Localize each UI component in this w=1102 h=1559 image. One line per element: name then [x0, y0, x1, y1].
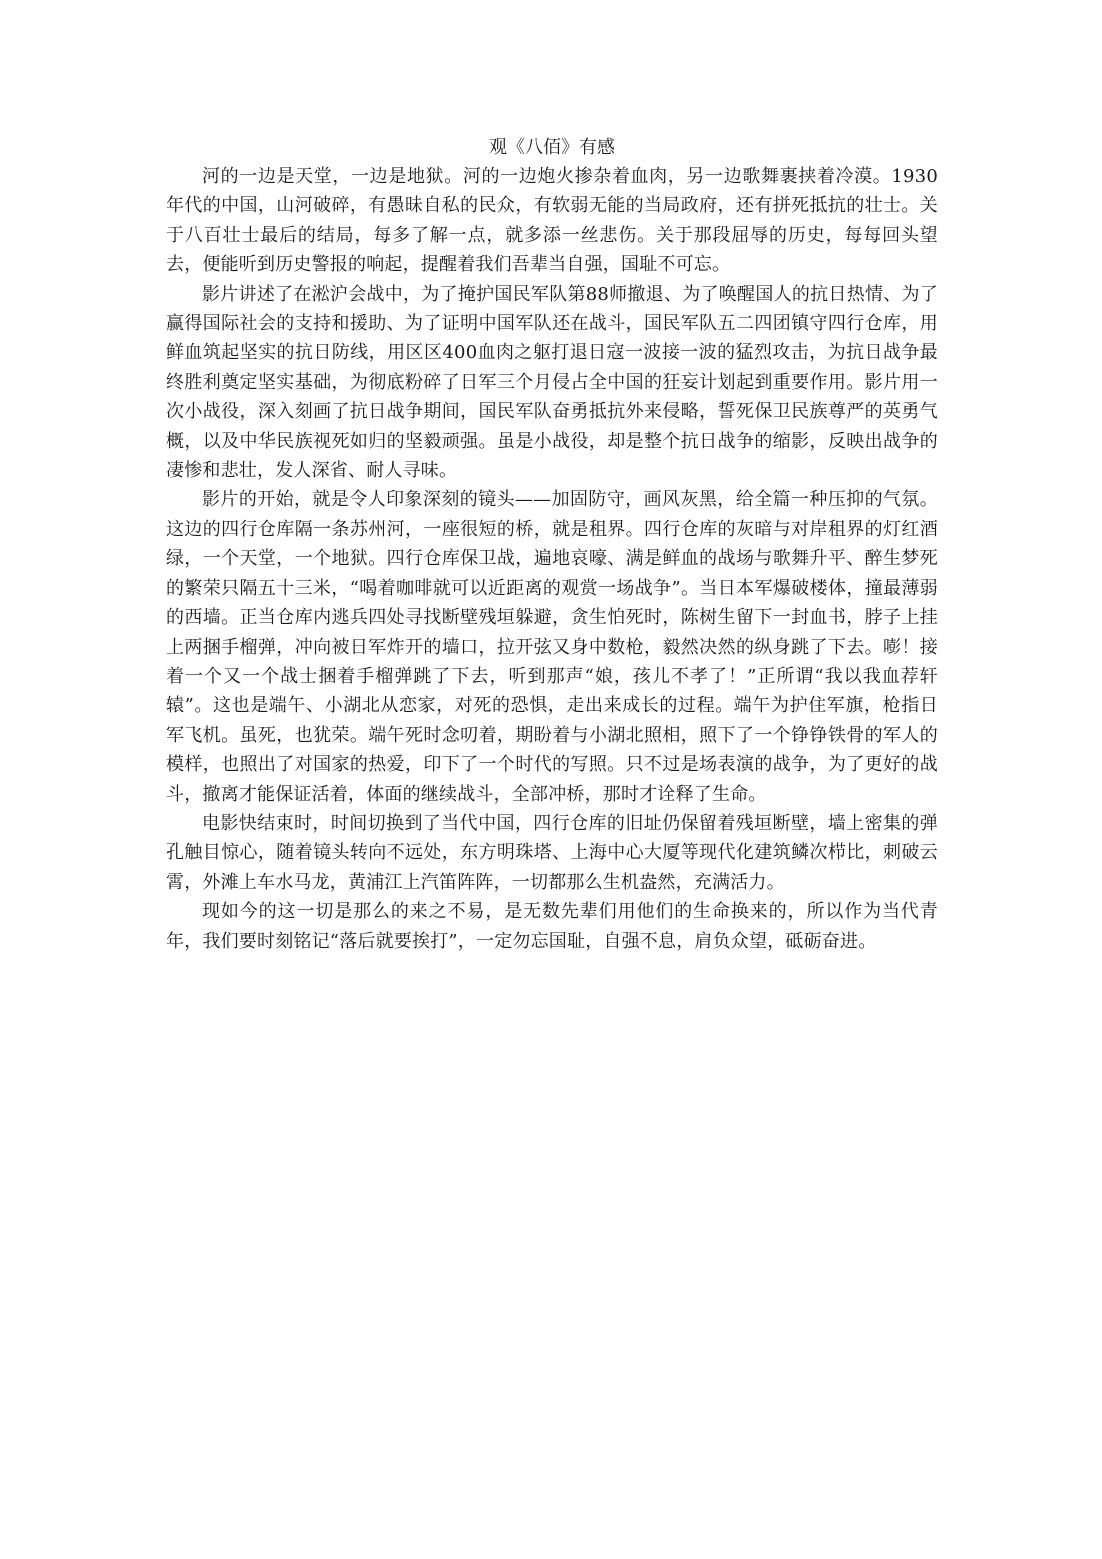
paragraph-5: 现如今的这一切是那么的来之不易，是无数先辈们用他们的生命换来的，所以作为当代青年，我们要时刻铭记“落后就要挨打”，一定勿忘国耻，自强不息，肩负众望，砥砺奋进。	[166, 901, 938, 952]
paragraph-2: 影片讲述了在淞沪会战中，为了掩护国民军队第88师撤退、为了唤醒国人的抗日热情、为了赢得国际社会的支持和援助、为了证明中国军队还在战斗，国民军队五二四团镇守四行仓库，用鲜血筑起坚实的抗日防线，用区区400血肉之躯打退日寇一波接一波的猛烈攻击，为抗日战争最终胜利奠定坚实基础，为彻底粉碎了日军三个月侵占全中国的狂妄计划起到重要作用。影片用一次小战役，深入刻画了抗日战争期间，国民军队奋勇抵抗外来侵略，誓死保卫民族尊严的英勇气概，以及中华民族视死如归的坚毅顽强。虽是小战役，却是整个抗日战争的缩影，反映出战争的凄惨和悲壮，发人深省、耐人寻味。	[166, 283, 938, 482]
paragraph-4: 电影快结束时，时间切换到了当代中国，四行仓库的旧址仍保留着残垣断壁，墙上密集的弹孔触目惊心，随着镜头转向不远处，东方明珠塔、上海中心大厦等现代化建筑鳞次栉比，刺破云霄，外滩上车水马龙，黄浦江上汽笛阵阵，一切都那么生机盎然，充满活力。	[166, 812, 938, 893]
paragraph-1: 河的一边是天堂，一边是地狱。河的一边炮火掺杂着血肉，另一边歌舞裹挟着冷漠。1930年代的中国，山河破碎，有愚昧自私的民众，有软弱无能的当局政府，还有拼死抵抗的壮士。关于八百壮士最后的结局，每多了解一点，就多添一丝悲伤。关于那段屈辱的历史，每每回头望去，便能听到历史警报的响起，提醒着我们吾辈当自强，国耻不可忘。	[166, 166, 938, 276]
document-body	[166, 134, 938, 956]
document-title: 观《八佰》有感	[489, 137, 615, 158]
paragraph-3: 影片的开始，就是令人印象深刻的镜头——加固防守，画风灰黑，给全篇一种压抑的气氛。这边的四行仓库隔一条苏州河，一座很短的桥，就是租界。四行仓库的灰暗与对岸租界的灯红酒绿，一个天堂，一个地狱。四行仓库保卫战，遍地哀嚎、满是鲜血的战场与歌舞升平、醉生梦死的繁荣只隔五十三米，“喝着咖啡就可以近距离的观赏一场战争”。当日本军爆破楼体，撞最薄弱的西墙。正当仓库内逃兵四处寻找断壁残垣躲避，贪生怕死时，陈树生留下一封血书，脖子上挂上两捆手榴弹，冲向被日军炸开的墙口，拉开弦又身中数枪，毅然决然的纵身跳了下去。嘭！接着一个又一个战士捆着手榴弹跳了下去，听到那声“娘，孩儿不孝了！”正所谓“我以我血荐轩辕”。这也是端午、小湖北从恋家，对死的恐惧，走出来成长的过程。端午为护住军旗，枪指日军飞机。虽死，也犹荣。端午死时念叨着，期盼着与小湖北照相，照下了一个铮铮铁骨的军人的模样，也照出了对国家的热爱，印下了一个时代的写照。只不过是场表演的战争，为了更好的战斗，撤离才能保证活着，体面的继续战斗，全部冲桥，那时才诠释了生命。	[166, 489, 938, 805]
